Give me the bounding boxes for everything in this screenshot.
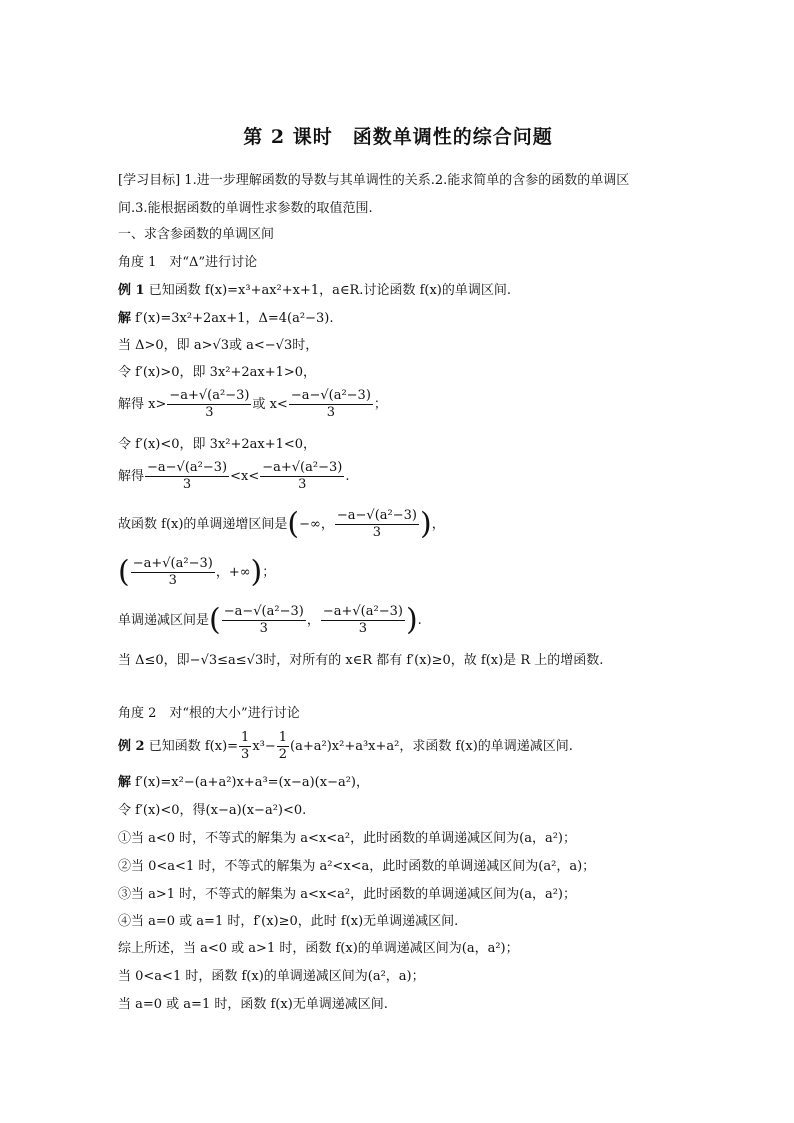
fraction-denominator: 3 xyxy=(182,477,192,492)
paren-left: ( xyxy=(287,506,300,542)
ex2-case3: ③当 a>1 时，不等式的解集为 a<x<a²，此时函数的单调递减区间为(a，a²)； xyxy=(118,887,576,902)
ex1-text: 单调递减区间是 xyxy=(118,613,210,628)
fraction xyxy=(321,604,405,637)
fraction-denominator: 3 xyxy=(358,621,368,636)
paren-left: ( xyxy=(209,602,221,638)
ex1-solution-line5: 令 f′(x)<0，即 3x²+2ax+1<0， xyxy=(118,437,317,452)
ex1-solution-line1 xyxy=(118,310,333,328)
ex1-solution-line10: 当 Δ≤0，即−√3≤a≤√3时，对所有的 x∈R 都有 f′(x)≥0，故 f(x)是 R 上的增函数. xyxy=(118,653,604,668)
fraction-numerator: 1 xyxy=(241,730,250,745)
example1 xyxy=(118,282,511,300)
fraction xyxy=(239,730,251,763)
fraction-denominator: 3 xyxy=(205,405,214,420)
ex1-text: ，+∞ xyxy=(215,565,251,580)
angle1-heading: 角度 1 对“Δ”进行讨论 xyxy=(118,255,258,270)
fraction-denominator: 3 xyxy=(372,525,382,540)
example2-label: 例 2 xyxy=(118,739,145,754)
ex1-solution-line9 xyxy=(118,604,422,637)
ex1-text: −∞， xyxy=(299,517,334,532)
fraction-numerator: −a+√(a²−3) xyxy=(132,556,213,571)
fraction-denominator: 3 xyxy=(326,405,335,420)
example2 xyxy=(118,730,573,763)
ex2-text: 已知函数 f(x)= xyxy=(148,739,239,754)
fraction-denominator: 3 xyxy=(241,747,250,762)
solution-label: 解 xyxy=(118,311,132,326)
paren-left: ( xyxy=(118,554,130,590)
ex2-text: x³− xyxy=(252,739,276,754)
solution-label: 解 xyxy=(118,775,132,790)
ex1-text: 故函数 f(x)的单调递增区间是 xyxy=(118,517,288,532)
fraction-numerator: −a−√(a²−3) xyxy=(147,460,228,475)
ex2-derivative: f′(x)=x²−(a+a²)x+a³=(x−a)(x−a²)， xyxy=(135,775,369,790)
ex2-case4: ④当 a=0 或 a=1 时，f′(x)≥0，此时 f(x)无单调递减区间. xyxy=(118,914,459,929)
fraction xyxy=(145,460,229,493)
fraction-denominator: 2 xyxy=(278,747,288,762)
fraction xyxy=(260,460,344,493)
ex1-text: . xyxy=(345,469,350,484)
ex1-solution-line3: 令 f′(x)>0，即 3x²+2ax+1>0， xyxy=(118,365,317,380)
ex1-solution-line4 xyxy=(118,388,387,421)
fraction xyxy=(277,730,289,763)
ex2-summary3: 当 a=0 或 a=1 时，函数 f(x)无单调递减区间. xyxy=(118,997,388,1012)
fraction-numerator: −a+√(a²−3) xyxy=(322,604,403,619)
ex1-solution-line6 xyxy=(118,460,349,493)
ex1-solution-line7 xyxy=(118,508,445,541)
fraction xyxy=(167,388,251,421)
angle2-heading: 角度 2 对“根的大小”进行讨论 xyxy=(118,706,300,721)
fraction-numerator: −a−√(a²−3) xyxy=(290,388,371,403)
ex1-text: 解得 x> xyxy=(118,397,167,412)
ex2-solution-line1 xyxy=(118,774,369,792)
fraction-numerator: −a+√(a²−3) xyxy=(262,460,343,475)
page-title: 第 2 课时 函数单调性的综合问题 xyxy=(243,126,553,148)
learning-objective-line1 xyxy=(118,172,629,190)
example1-text: 已知函数 f(x)=x³+ax²+x+1，a∈R.讨论函数 f(x)的单调区间. xyxy=(148,283,511,298)
fraction xyxy=(289,388,373,421)
section-heading: 一、求含参函数的单调区间 xyxy=(118,227,275,242)
fraction-denominator: 3 xyxy=(259,621,268,636)
ex1-text: . xyxy=(417,613,422,628)
ex1-solution-line8 xyxy=(118,556,275,589)
ex2-summary2: 当 0<a<1 时，函数 f(x)的单调递减区间为(a²，a)； xyxy=(118,969,425,984)
ex2-text: (a+a²)x²+a³x+a²，求函数 f(x)的单调递减区间. xyxy=(290,739,573,754)
paren-right: ) xyxy=(419,506,432,542)
objective-label: [学习目标] xyxy=(118,173,181,188)
ex1-text: ； xyxy=(262,565,276,580)
paren-right: ) xyxy=(405,602,418,638)
paren-right: ) xyxy=(250,554,263,590)
ex2-case2: ②当 0<a<1 时，不等式的解集为 a²<x<a，此时函数的单调递减区间为(a²，a)； xyxy=(118,859,596,874)
ex1-solution-line2: 当 Δ>0，即 a>√3或 a<−√3时， xyxy=(118,338,319,353)
fraction-numerator: 1 xyxy=(278,730,288,745)
fraction-denominator: 3 xyxy=(168,573,177,588)
ex1-text: ， xyxy=(306,613,320,628)
example1-label: 例 1 xyxy=(118,283,145,298)
fraction-numerator: −a−√(a²−3) xyxy=(336,508,417,523)
ex2-summary1: 综上所述，当 a<0 或 a>1 时，函数 f(x)的单调递减区间为(a，a²)； xyxy=(118,941,519,956)
ex2-solution-line2: 令 f′(x)<0，得(x−a)(x−a²)<0. xyxy=(118,803,307,818)
fraction xyxy=(335,508,419,541)
ex1-text: 解得 xyxy=(118,469,145,484)
ex1-text: ； xyxy=(373,397,387,412)
fraction-numerator: −a+√(a²−3) xyxy=(169,388,250,403)
ex1-derivative: f′(x)=3x²+2ax+1，Δ=4(a²−3). xyxy=(135,311,334,326)
fraction-denominator: 3 xyxy=(298,477,307,492)
ex1-text: ， xyxy=(431,517,445,532)
ex1-text: 或 x< xyxy=(252,397,288,412)
fraction-numerator: −a−√(a²−3) xyxy=(223,604,304,619)
ex1-text: <x< xyxy=(230,469,260,484)
learning-objective-line2: 间.3.能根据函数的单调性求参数的取值范围. xyxy=(118,201,373,216)
fraction xyxy=(131,556,215,589)
fraction xyxy=(222,604,306,637)
ex2-case1: ①当 a<0 时，不等式的解集为 a<x<a²，此时函数的单调递减区间为(a，a²)； xyxy=(118,831,576,846)
objective-text: 1.进一步理解函数的导数与其单调性的关系.2.能求简单的含参的函数的单调区 xyxy=(184,173,630,188)
